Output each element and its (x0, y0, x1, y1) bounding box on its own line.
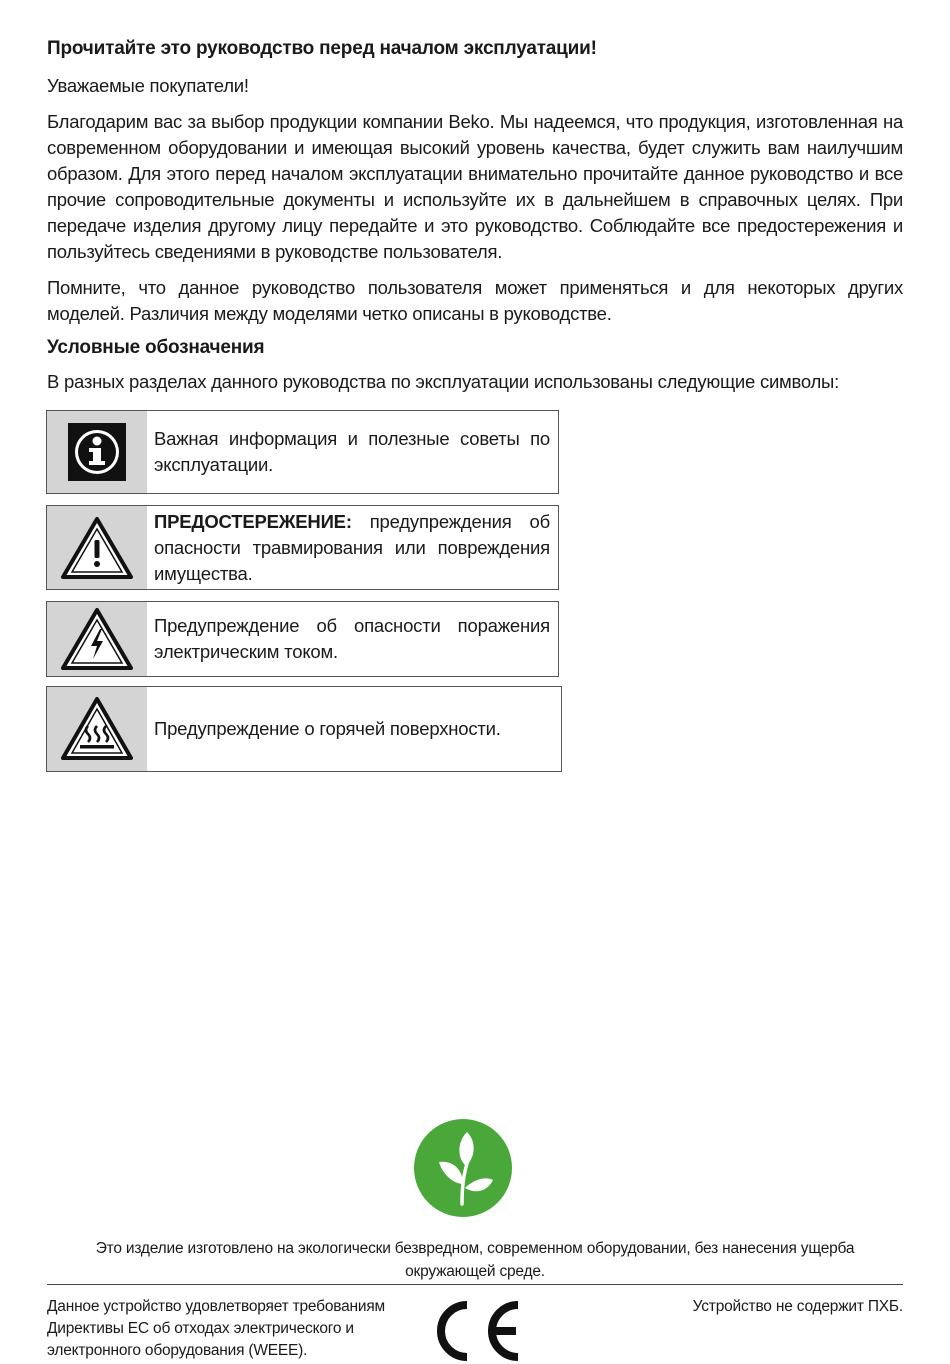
divider (47, 1284, 903, 1285)
intro-paragraph: Благодарим вас за выбор продукции компании Beko. Мы надеемся, что продукция, изготовленная на современном оборудовании и имеющая высокий уровень качества, будет служить вам наилучшим образом. Для этого перед началом эксплуатации внимательно прочитайте данное руководство и все прочие сопроводительные документы и используйте их в дальнейшем в справочных целях. При передаче изделия другому лицу передайте и это руководство. Соблюдайте все предостережения и пользуйтесь сведениями в руководстве пользователя. (47, 111, 903, 262)
models-paragraph: Помните, что данное руководство пользователя может применяться и для некоторых других моделей. Различия между моделями четко описаны в руководстве. (47, 277, 903, 324)
greeting: Уважаемые покупатели! (47, 75, 249, 96)
page-content (47, 38, 903, 401)
symbol-description: Важная информация и полезные советы по эксплуатации. (154, 428, 550, 475)
ce-mark-icon (430, 1298, 522, 1364)
eco-leaf-icon (413, 1118, 513, 1218)
symbol-box-electric (46, 601, 559, 677)
eco-statement: Это изделие изготовлено на экологически безвредном, современном оборудовании, без нанесения ущерба окружающей среде. (95, 1240, 855, 1280)
icon-cell (47, 687, 147, 771)
symbol-box-warning (46, 505, 559, 590)
electric-shock-icon (60, 607, 134, 671)
warning-triangle-icon (60, 516, 134, 580)
warning-label: ПРЕДОСТЕРЕЖЕНИЕ: (154, 510, 352, 532)
pcb-statement: Устройство не содержит ПХБ. (692, 1298, 903, 1315)
symbol-box-hot-surface (46, 686, 562, 772)
symbols-intro: В разных разделах данного руководства по эксплуатации использованы следующие символы: (47, 371, 839, 392)
weee-statement: Данное устройство удовлетворяет требованиям Директивы ЕС об отходах электрического и электронного оборудования (WEEE). (47, 1298, 386, 1359)
icon-cell (47, 602, 147, 676)
symbol-description: ПРЕДОСТЕРЕЖЕНИЕ: предупреждения об опасности травмирования или повреждения имущества. (154, 510, 550, 584)
icon-cell (47, 411, 147, 493)
hot-surface-icon (60, 696, 134, 762)
symbol-description: Предупреждение о горячей поверхности. (154, 718, 501, 739)
symbol-box-info (46, 410, 559, 494)
info-icon (68, 423, 126, 481)
page-title: Прочитайте это руководство перед началом эксплуатации! (47, 38, 597, 59)
symbols-heading: Условные обозначения (47, 337, 265, 358)
icon-cell (47, 506, 147, 589)
symbol-description: Предупреждение об опасности поражения электрическим током. (154, 615, 550, 662)
